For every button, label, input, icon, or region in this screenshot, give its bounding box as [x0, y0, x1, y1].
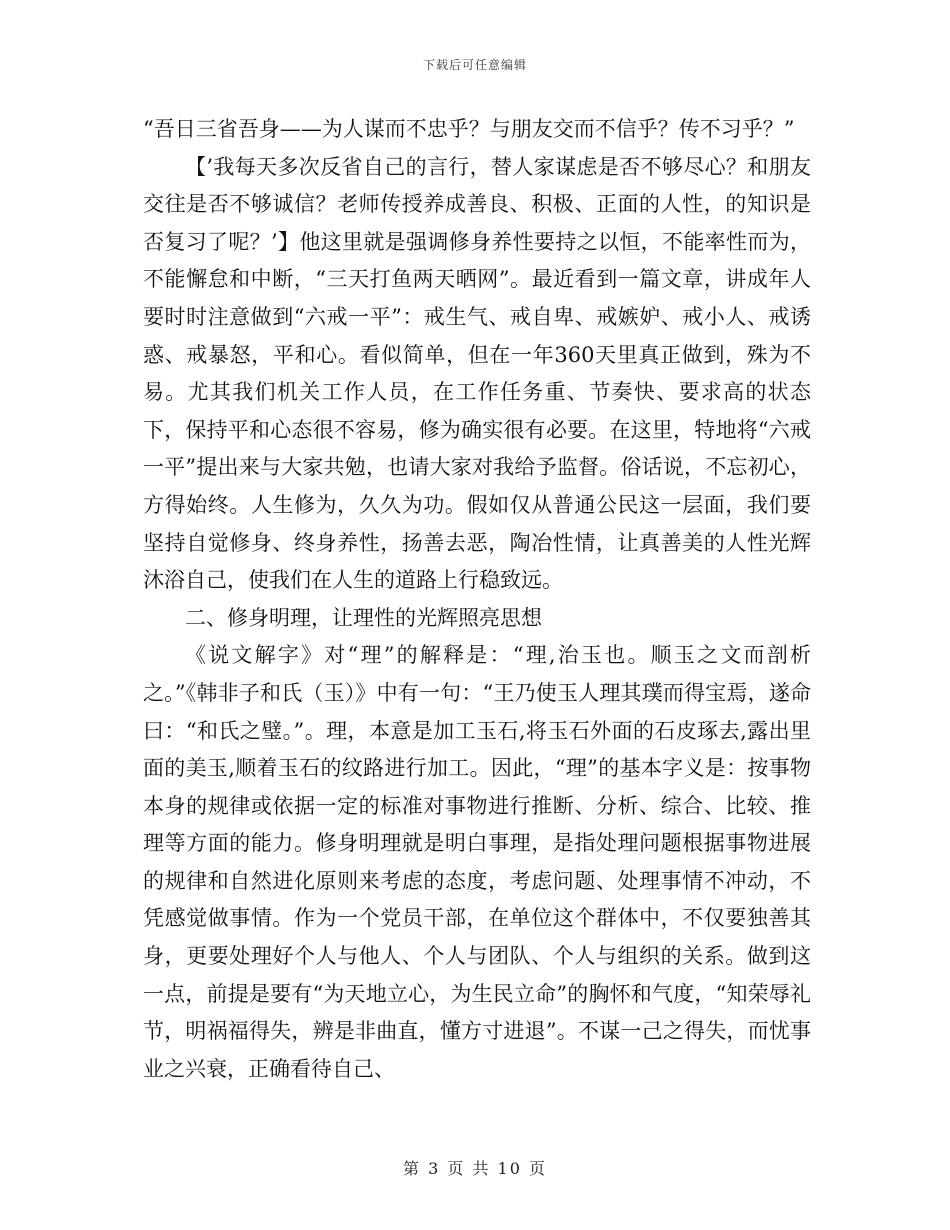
paragraph-quote: “吾日三省吾身——为人谋而不忠乎？与朋友交而不信乎？传不习乎？”: [143, 117, 795, 141]
section-heading: 二、修身明理，让理性的光辉照亮思想: [185, 605, 542, 630]
document-body: [143, 111, 811, 1088]
page-number-footer: 第 3 页 共 10 页: [403, 1159, 547, 1178]
paragraph-reflection: 【’我每天多次反省自己的言行，替人家谋虑是否不够尽心？和朋友交往是否不够诚信？老师传授养成善良、积极、正面的人性，的知识是否复习了呢？’】他这里就是强调修身养性要持之以恒，不能率性而为，不能懈怠和中断，“三天打鱼两天晒网”。最近看到一篇文章，讲成年人要时时注意做到“六戒一平”：戒生气、戒自卑、戒嫉妒、戒小人、戒诱惑、戒暴怒，平和心。看似简单，但在一年360天里真正做到，殊为不易。尤其我们机关工作人员，在工作任务重、节奏快、要求高的状态下，保持平和心态很不容易，修为确实很有必要。在这里，特地将“六戒一平”提出来与大家共勉，也请大家对我给予监督。俗话说，不忘初心，方得始终。人生修为，久久为功。假如仅从普通公民这一层面，我们要坚持自觉修身、终身养性，扬善去恶，陶冶性情，让真善美的人性光辉沐浴自己，使我们在人生的道路上行稳致远。: [143, 154, 811, 593]
paragraph-li-explanation: 《说文解字》对“理”的解释是：“理,治玉也。顺玉之文而剖析之。”《韩非子和氏（玉）》中有一句：“王乃使玉人理其璞而得宝焉，遂命曰：“和氏之璧。”。理，本意是加工玉石,将玉石外面的石皮琢去,露出里面的美玉,顺着玉石的纹路进行加工。因此，“理”的基本字义是：按事物本身的规律或依据一定的标准对事物进行推断、分析、综合、比较、推理等方面的能力。修身明理就是明白事理，是指处理问题根据事物进展的规律和自然进化原则来考虑的态度，考虑问题、处理事情不冲动，不凭感觉做事情。作为一个党员干部，在单位这个群体中，不仅要独善其身，更要处理好个人与他人、个人与团队、个人与组织的关系。做到这一点，前提是要有“为天地立心，为生民立命”的胸怀和气度，“知荣辱礼节，明祸福得失，辨是非曲直，懂方寸进退”。不谋一己之得失，而忧事业之兴衰，正确看待自己、: [143, 643, 811, 1081]
header-note: 下载后可任意编辑: [422, 58, 527, 72]
